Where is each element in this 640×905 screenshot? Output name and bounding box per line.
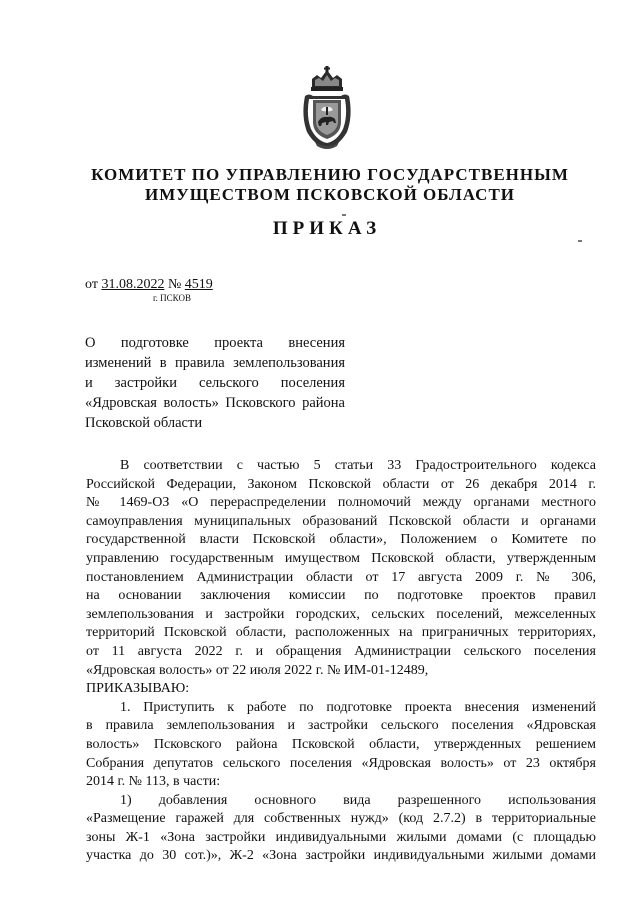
subject-line: и застройки сельского поселения (85, 375, 345, 391)
body-line: 2014 г. № 113, в части: (86, 774, 221, 790)
body-line: № 1469-ОЗ «О перераспределении полномочий между органами местного (86, 495, 596, 511)
document-title: ПРИКАЗ (272, 218, 382, 239)
coat-of-arms-emblem (299, 66, 355, 150)
order-city: г. ПСКОВ (153, 293, 191, 303)
body-line: зоны Ж-1 «Зона застройки индивидуальными жилыми домами (с площадью (86, 829, 596, 845)
body-line: от 11 августа 2022 г. и обращения Администрации сельского поселения (86, 643, 596, 659)
order-directive: ПРИКАЗЫВАЮ: (86, 681, 190, 697)
order-subject (85, 333, 345, 433)
body-line: Российской Федерации, Законом Псковской области от 26 декабря 2014 г. (86, 476, 596, 492)
body-line: самоуправления муниципальных образований Псковской области и органами (86, 513, 596, 529)
scan-speck (578, 240, 582, 242)
subject-line: «Ядровская волость» Псковского района (85, 395, 345, 411)
body-line: «Размещение гаражей для собственных нужд» (код 2.7.2) в территориальные (86, 811, 596, 827)
subject-line: О подготовке проекта внесения (85, 335, 345, 351)
body-line: в правила землепользования и застройки сельского поселения «Ядровская (86, 718, 596, 734)
scan-speck (342, 214, 346, 216)
org-line-1: КОМИТЕТ ПО УПРАВЛЕНИЮ ГОСУДАРСТВЕННЫМ (91, 165, 569, 184)
order-date: 31.08.2022 (101, 277, 165, 292)
order-prefix: от (85, 277, 98, 292)
order-body-text (86, 457, 596, 866)
body-line: В соответствии с частью 5 статьи 33 Градостроительного кодекса (120, 458, 596, 473)
body-line: 1. Приступить к работе по подготовке проекта внесения изменений (120, 699, 596, 715)
body-line: участка до 30 сот.)», Ж-2 «Зона застройки индивидуальными жилыми домами (86, 848, 596, 864)
order-number: 4519 (184, 277, 213, 292)
body-line: Собрания депутатов сельского поселения «Ядровская волость» от 23 октября (86, 755, 596, 771)
organization-name (60, 165, 600, 205)
body-line: волость» Псковского района Псковской области, утвержденных решением (86, 736, 596, 752)
body-line: землепользования и застройки городских, сельских поселений, межселенных (86, 606, 596, 622)
body-line: государственной власти Псковской области», Положением о Комитете по (86, 532, 596, 548)
body-line: 1) добавления основного вида разрешенного использования (120, 792, 596, 808)
body-line: территорий Псковской области, расположенных на приграничных территориях, (86, 625, 596, 641)
body-line: постановлением Администрации области от 17 августа 2009 г. № 306, (86, 569, 596, 585)
body-line: управлению государственным имуществом Псковской области, утвержденным (86, 550, 596, 566)
order-date-number (85, 277, 213, 293)
body-line: на основании заключения комиссии по подготовке проектов правил (86, 588, 596, 604)
subject-line: изменений в правила землепользования (85, 355, 345, 371)
order-number-sign: № (167, 277, 182, 292)
subject-line: Псковской области (85, 415, 203, 431)
org-line-2: ИМУЩЕСТВОМ ПСКОВСКОЙ ОБЛАСТИ (144, 185, 516, 204)
body-line: «Ядровская волость» от 22 июля 2022 г. № ИМ-01-12489, (86, 662, 429, 678)
crown-icon (311, 66, 343, 91)
